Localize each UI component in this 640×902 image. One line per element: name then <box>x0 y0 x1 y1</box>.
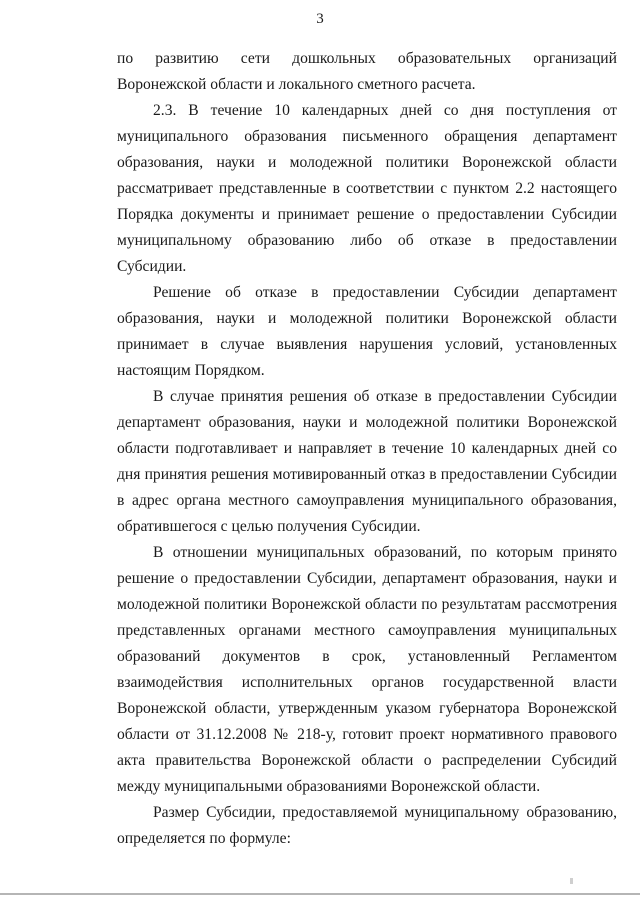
paragraph-refusal-decision: Решение об отказе в предоставлении Субсидии департамент образования, науки и молодежной политики Воронежской области принимает в случае выявления нарушения условий, установленных настоящим Порядком. <box>117 284 617 379</box>
page-number: 3 <box>316 11 324 27</box>
paragraph-continuation: по развитию сети дошкольных образовательных организаций Воронежской области и локального сметного расчета. <box>117 50 617 93</box>
scan-artifact <box>570 878 573 884</box>
paragraph-formula-intro: Размер Субсидии, предоставляемой муниципальному образованию, определяется по формуле: <box>117 804 617 847</box>
page-bottom-edge <box>0 893 640 895</box>
document-body <box>117 46 617 852</box>
paragraph-distribution: В отношении муниципальных образований, по которым принято решение о предоставлении Субсидии, департамент образования, науки и молодежной политики Воронежской области по результатам рассмотрения представленных органами местного самоуправления муниципальных образований документов в срок, установленный Регламентом взаимодействия исполнительных органов государственной власти Воронежской области, утвержденным указом губернатора Воронежской области от 31.12.2008 № 218-у, готовит проект нормативного правового акта правительства Воронежской области о распределении Субсидий между муниципальными образованиями Воронежской области. <box>117 544 617 795</box>
paragraph-refusal-notice: В случае принятия решения об отказе в предоставлении Субсидии департамент образования, науки и молодежной политики Воронежской области подготавливает и направляет в течение 10 календарных дней со дня принятия решения мотивированный отказ в предоставлении Субсидии в адрес органа местного самоуправления муниципального образования, обратившегося с целью получения Субсидии. <box>117 388 617 535</box>
paragraph-2-3: 2.3. В течение 10 календарных дней со дня поступления от муниципального образования письменного обращения департамент образования, науки и молодежной политики Воронежской области рассматривает представленные в соответствии с пунктом 2.2 настоящего Порядка документы и принимает решение о предоставлении Субсидии муниципальному образованию либо об отказе в предоставлении Субсидии. <box>117 102 617 275</box>
